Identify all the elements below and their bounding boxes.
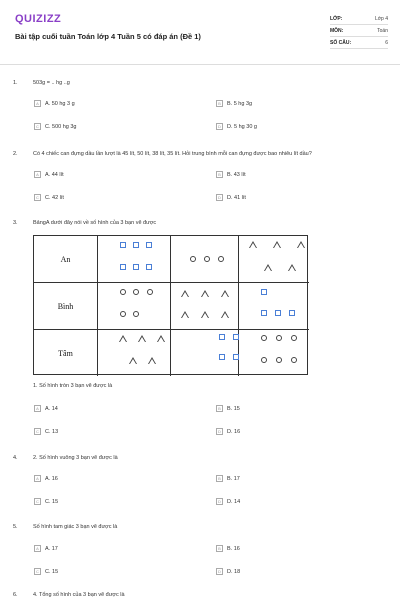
triangle-shape [129, 357, 137, 364]
option-b[interactable]: B B. 5 hg 3g [216, 100, 252, 107]
cell-tam-circles [239, 330, 309, 376]
cell-binh-triangles [171, 283, 239, 330]
option-a[interactable]: A A. 16 [34, 475, 58, 482]
square-shape [219, 334, 225, 340]
square-shape [133, 264, 139, 270]
option-a[interactable]: A A. 44 lít [34, 171, 64, 178]
option-b[interactable]: B B. 16 [216, 545, 240, 552]
option-d[interactable]: D D. 5 hg 30 g [216, 123, 257, 130]
shapes-table [33, 235, 308, 375]
circle-shape [291, 335, 297, 341]
table-name-an: An [34, 236, 98, 283]
triangle-shape [221, 290, 229, 297]
meta-count: SỐ CÂU: 6 [330, 37, 388, 49]
square-shape [146, 264, 152, 270]
square-shape [261, 310, 267, 316]
triangle-shape [138, 335, 146, 342]
circle-shape [147, 289, 153, 295]
header-divider [0, 64, 400, 65]
cell-binh-squares [239, 283, 309, 330]
square-shape [289, 310, 295, 316]
table-name-binh: Bình [34, 283, 98, 330]
cell-an-circles [171, 236, 239, 283]
circle-shape [291, 357, 297, 363]
triangle-shape [249, 241, 257, 248]
cell-an-triangles [239, 236, 309, 283]
triangle-shape [181, 290, 189, 297]
option-b[interactable]: B B. 17 [216, 475, 240, 482]
option-d[interactable]: D D. 14 [216, 498, 240, 505]
option-a[interactable]: A A. 14 [34, 405, 58, 412]
circle-shape [276, 357, 282, 363]
triangle-shape [264, 264, 272, 271]
triangle-shape [273, 241, 281, 248]
circle-shape [190, 256, 196, 262]
option-c[interactable]: C C. 13 [34, 428, 58, 435]
circle-shape [133, 289, 139, 295]
cell-binh-circles [98, 283, 171, 330]
meta-grade: LỚP: Lớp 4 [330, 13, 388, 25]
option-d[interactable]: D D. 41 lít [216, 194, 246, 201]
quizizz-logo: QUIZIZZ [15, 13, 62, 25]
triangle-shape [201, 290, 209, 297]
circle-shape [276, 335, 282, 341]
option-c[interactable]: C C. 15 [34, 568, 58, 575]
option-c[interactable]: C C. 500 hg 3g [34, 123, 77, 130]
meta-subject: MÔN: Toán [330, 25, 388, 37]
square-shape [146, 242, 152, 248]
option-c[interactable]: C C. 15 [34, 498, 58, 505]
option-b[interactable]: B B. 43 lít [216, 171, 246, 178]
cell-an-squares [98, 236, 171, 283]
triangle-shape [201, 311, 209, 318]
square-shape [275, 310, 281, 316]
option-b[interactable]: B B. 15 [216, 405, 240, 412]
triangle-shape [148, 357, 156, 364]
circle-shape [204, 256, 210, 262]
triangle-shape [181, 311, 189, 318]
triangle-shape [119, 335, 127, 342]
square-shape [120, 242, 126, 248]
square-shape [261, 289, 267, 295]
triangle-shape [288, 264, 296, 271]
square-shape [133, 242, 139, 248]
option-c[interactable]: C C. 42 lít [34, 194, 64, 201]
option-d[interactable]: D D. 18 [216, 568, 240, 575]
circle-shape [120, 289, 126, 295]
triangle-shape [297, 241, 305, 248]
square-shape [120, 264, 126, 270]
option-a[interactable]: A A. 17 [34, 545, 58, 552]
circle-shape [261, 335, 267, 341]
circle-shape [218, 256, 224, 262]
cell-tam-triangles [98, 330, 171, 376]
worksheet-meta [330, 13, 388, 49]
cell-tam-squares [171, 330, 239, 376]
circle-shape [261, 357, 267, 363]
triangle-shape [157, 335, 165, 342]
option-a[interactable]: A A. 50 hg 3 g [34, 100, 75, 107]
option-d[interactable]: D D. 16 [216, 428, 240, 435]
circle-shape [120, 311, 126, 317]
square-shape [219, 354, 225, 360]
triangle-shape [221, 311, 229, 318]
circle-shape [133, 311, 139, 317]
worksheet-page: QUIZIZZ Bài tập cuối tuần Toán lớp 4 Tuần 5 có đáp án (Đề 1) LỚP: Lớp 4 MÔN: Toán SỐ CÂU: 6 1. 503g = .. hg ..g A A. 50 hg 3 g B B. 5 hg 3g C C. 500 hg 3g D D. 5 hg 30 g 2. Có 4 chiếc can đựng dầu lần lượt là 45 lít, 50 lít, 38 lít, 35 lít. Hỏi trung bình mỗi can đựng được bao nhiêu lít dầu? A A. 44 lít B B. 43 lít C C. 42 lít D D. 41 lít 3. BảngA dưới đây nói về số hình của 3 bạn vẽ được An Bình Tâm 1. Số hình tròn 3 bạn vẽ được là A A. 14 B B. 15 C C. 13 D D. 16 4. 2. Số hình vuông 3 bạn vẽ được là A A. 16 B B. 17 C C. 15 D D. 14 5. Số hình tam giác 3 bạn vẽ được là A A. 17 B B. 16 C C. 15 D D. 18 6. 4. Tổng số hình của 3 bạn vẽ được là [0, 0, 400, 600]
worksheet-title: Bài tập cuối tuần Toán lớp 4 Tuần 5 có đáp án (Đề 1) [15, 32, 201, 41]
table-name-tam: Tâm [34, 330, 98, 376]
